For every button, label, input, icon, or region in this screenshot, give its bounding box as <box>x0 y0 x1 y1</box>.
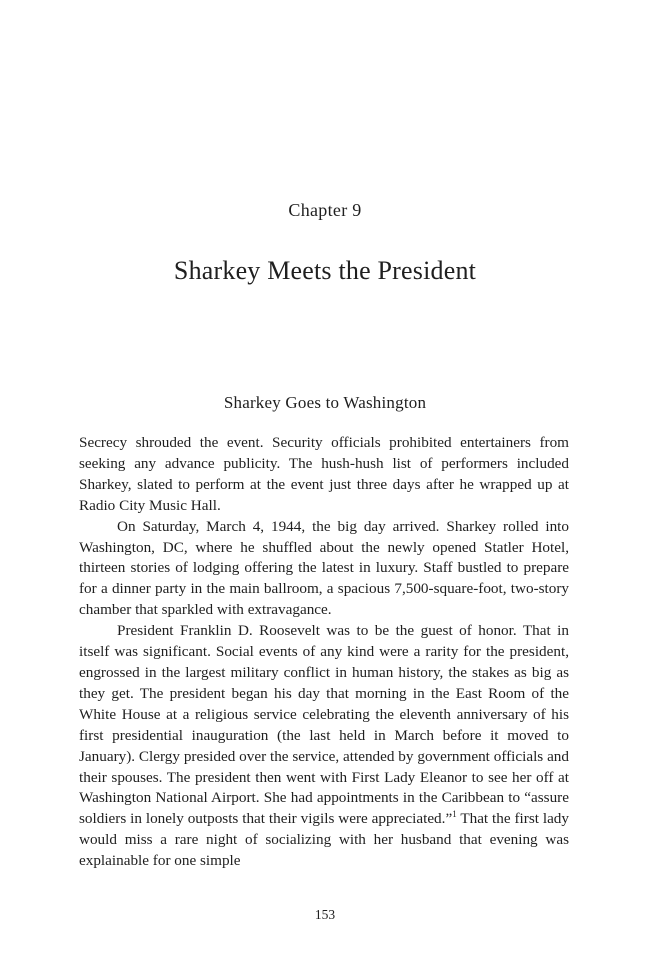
paragraph-2: On Saturday, March 4, 1944, the big day arrived. Sharkey rolled into Washington, DC, where he shuffled about the newly opened Statler Hotel, thirteen stories of lodging offering the latest in luxury. Staff bustled to prepare for a dinner party in the main ballroom, a spacious 7,500-square-foot, two-story chamber that sparkled with extravagance. <box>79 517 569 619</box>
page-number: 153 <box>314 907 336 922</box>
paragraph-3 <box>79 621 569 872</box>
chapter-label: Chapter 9 <box>288 200 362 220</box>
paragraph-3-text-before-note: President Franklin D. Roosevelt was to be the guest of honor. That in itself was significant. Social events of any kind were a rarity for the president, engrossed in the largest military conflict in human history, the stakes as big as they get. The president began his day that morning in the East Room of the White House at a religious service celebrating the eleventh anniversary of his first presidential inauguration (the last held in March before it moved to January). Clergy presided over the service, attended by government officials and their spouses. The president then went with First Lady Eleanor to see her off at Washington National Airport. She had appointments in the Caribbean to “assure soldiers in lonely outposts that their vigils were appreciated.” <box>79 622 569 828</box>
chapter-title: Sharkey Meets the President <box>173 256 477 285</box>
paragraph-3-text-after-note: That the first lady would miss a rare night of socializing with her husband that evening was explainable for one simple <box>79 810 569 870</box>
paragraph-1: Secrecy shrouded the event. Security officials prohibited entertainers from seeking any advance publicity. The hush-hush list of performers included Sharkey, slated to perform at the event just three days after he wrapped up at Radio City Music Hall. <box>79 434 569 514</box>
body-text <box>79 433 569 872</box>
footnote-reference[interactable]: 1 <box>452 809 457 820</box>
section-heading: Sharkey Goes to Washington <box>223 393 427 412</box>
